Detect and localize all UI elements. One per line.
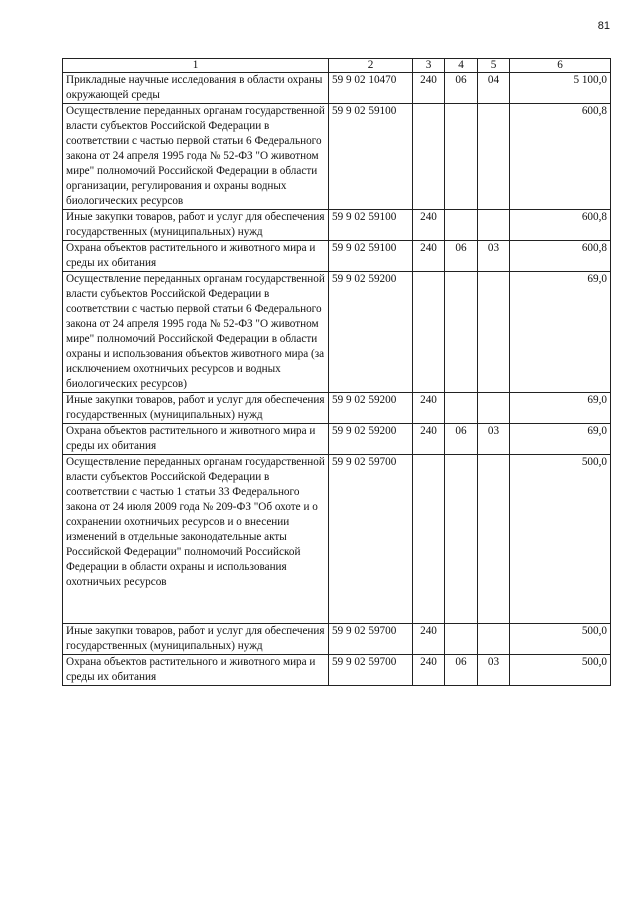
table-row bbox=[63, 104, 611, 210]
table-row bbox=[63, 272, 611, 393]
column-header: 2 bbox=[329, 59, 413, 73]
page-number: 81 bbox=[597, 20, 610, 32]
row-section: 06 bbox=[445, 424, 478, 455]
row-section: 06 bbox=[445, 241, 478, 272]
row-expense-type: 240 bbox=[413, 73, 445, 104]
row-name: Осуществление переданных органам государственной власти субъектов Российской Федерации в соответствии с частью первой статьи 6 Федерального закона от 24 апреля 1995 года № 52-ФЗ "О животном мире" полномочий Российской Федерации в области организации, регулирования и охраны водных биологических ресурсов bbox=[63, 104, 329, 210]
row-name: Охрана объектов растительного и животного мира и среды их обитания bbox=[63, 424, 329, 455]
row-section bbox=[445, 393, 478, 424]
row-subsection bbox=[478, 104, 510, 210]
row-name: Осуществление переданных органам государственной власти субъектов Российской Федерации в соответствии с частью первой статьи 6 Федерального закона от 24 апреля 1995 года № 52-ФЗ "О животном мире" полномочий Российской Федерации в области охраны и использования объектов животного мира (за исключением охотничьих ресурсов и водных биологических ресурсов) bbox=[63, 272, 329, 393]
table-row bbox=[63, 241, 611, 272]
row-expense-type: 240 bbox=[413, 624, 445, 655]
row-amount: 600,8 bbox=[510, 210, 611, 241]
row-expense-type bbox=[413, 455, 445, 624]
row-code: 59 9 02 59200 bbox=[329, 393, 413, 424]
table-row bbox=[63, 424, 611, 455]
row-code: 59 9 02 10470 bbox=[329, 73, 413, 104]
row-amount: 500,0 bbox=[510, 455, 611, 624]
table-row bbox=[63, 455, 611, 624]
row-code: 59 9 02 59700 bbox=[329, 655, 413, 686]
row-expense-type: 240 bbox=[413, 241, 445, 272]
table-header-row bbox=[63, 59, 611, 73]
row-amount: 69,0 bbox=[510, 272, 611, 393]
table-row bbox=[63, 210, 611, 241]
row-name: Иные закупки товаров, работ и услуг для обеспечения государственных (муниципальных) нужд bbox=[63, 393, 329, 424]
row-subsection bbox=[478, 624, 510, 655]
row-section bbox=[445, 624, 478, 655]
row-amount: 5 100,0 bbox=[510, 73, 611, 104]
row-subsection: 03 bbox=[478, 655, 510, 686]
column-header: 1 bbox=[63, 59, 329, 73]
row-amount: 600,8 bbox=[510, 104, 611, 210]
row-amount: 69,0 bbox=[510, 393, 611, 424]
budget-table bbox=[62, 58, 611, 686]
row-code: 59 9 02 59700 bbox=[329, 455, 413, 624]
column-header: 6 bbox=[510, 59, 611, 73]
row-code: 59 9 02 59700 bbox=[329, 624, 413, 655]
row-section: 06 bbox=[445, 655, 478, 686]
table-row bbox=[63, 624, 611, 655]
column-header: 5 bbox=[478, 59, 510, 73]
row-code: 59 9 02 59100 bbox=[329, 241, 413, 272]
row-code: 59 9 02 59100 bbox=[329, 210, 413, 241]
row-name: Осуществление переданных органам государственной власти субъектов Российской Федерации в соответствии с частью 1 статьи 33 Федерального закона от 24 июля 2009 года № 209-ФЗ "Об охоте и о сохранении охотничьих ресурсов и о внесении изменений в отдельные законодательные акты Российской Федерации" полномочий Российской Федерации в области охраны и использования охотничьих ресурсов bbox=[63, 455, 329, 624]
row-code: 59 9 02 59200 bbox=[329, 272, 413, 393]
row-subsection: 03 bbox=[478, 241, 510, 272]
row-subsection bbox=[478, 393, 510, 424]
row-amount: 500,0 bbox=[510, 655, 611, 686]
row-section bbox=[445, 104, 478, 210]
row-section bbox=[445, 210, 478, 241]
row-subsection: 04 bbox=[478, 73, 510, 104]
row-amount: 69,0 bbox=[510, 424, 611, 455]
row-subsection bbox=[478, 272, 510, 393]
row-subsection bbox=[478, 210, 510, 241]
row-section bbox=[445, 455, 478, 624]
row-subsection bbox=[478, 455, 510, 624]
column-header: 3 bbox=[413, 59, 445, 73]
row-amount: 500,0 bbox=[510, 624, 611, 655]
row-expense-type: 240 bbox=[413, 655, 445, 686]
table-row bbox=[63, 655, 611, 686]
table-row bbox=[63, 393, 611, 424]
row-expense-type: 240 bbox=[413, 210, 445, 241]
column-header: 4 bbox=[445, 59, 478, 73]
row-name: Иные закупки товаров, работ и услуг для обеспечения государственных (муниципальных) нужд bbox=[63, 210, 329, 241]
row-name: Охрана объектов растительного и животного мира и среды их обитания bbox=[63, 241, 329, 272]
row-code: 59 9 02 59100 bbox=[329, 104, 413, 210]
row-expense-type: 240 bbox=[413, 393, 445, 424]
row-subsection: 03 bbox=[478, 424, 510, 455]
row-section: 06 bbox=[445, 73, 478, 104]
row-section bbox=[445, 272, 478, 393]
row-expense-type bbox=[413, 104, 445, 210]
row-code: 59 9 02 59200 bbox=[329, 424, 413, 455]
row-name: Прикладные научные исследования в области охраны окружающей среды bbox=[63, 73, 329, 104]
row-name: Иные закупки товаров, работ и услуг для обеспечения государственных (муниципальных) нужд bbox=[63, 624, 329, 655]
row-expense-type bbox=[413, 272, 445, 393]
row-expense-type: 240 bbox=[413, 424, 445, 455]
table-row bbox=[63, 73, 611, 104]
row-amount: 600,8 bbox=[510, 241, 611, 272]
row-name: Охрана объектов растительного и животного мира и среды их обитания bbox=[63, 655, 329, 686]
